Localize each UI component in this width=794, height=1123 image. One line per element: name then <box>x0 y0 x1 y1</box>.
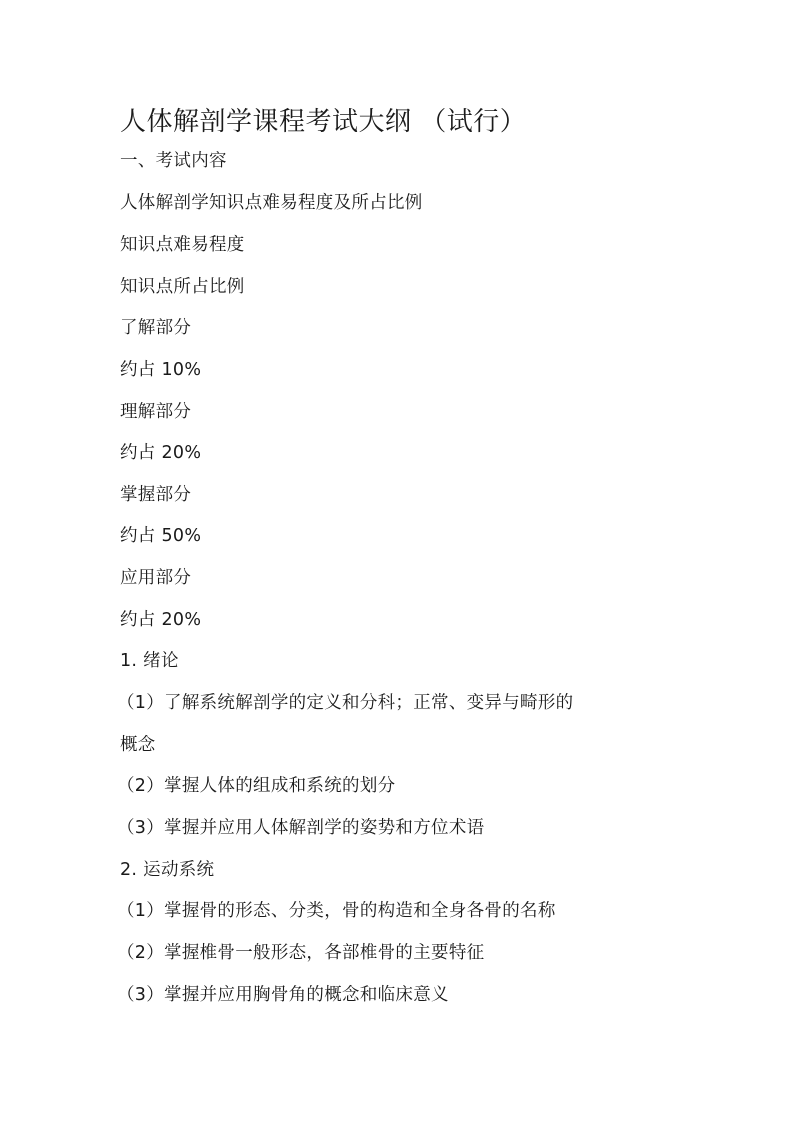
section-heading: 一、考试内容 <box>120 151 227 171</box>
table-caption: 人体解剖学知识点难易程度及所占比例 <box>120 193 423 213</box>
table-cell-ratio: 约占 50% <box>120 526 202 546</box>
table-cell-ratio: 约占 20% <box>120 610 202 630</box>
table-cell-ratio: 约占 20% <box>120 443 202 463</box>
column-header-level: 知识点难易程度 <box>120 235 245 255</box>
chapter-heading: 2. 运动系统 <box>120 860 215 880</box>
table-cell-level: 了解部分 <box>120 318 192 338</box>
table-cell-level: 掌握部分 <box>120 485 192 505</box>
chapter-item: （2）掌握人体的组成和系统的划分 <box>117 776 396 796</box>
table-cell-level: 应用部分 <box>120 568 192 588</box>
table-cell-level: 理解部分 <box>120 402 192 422</box>
chapter-item: （3）掌握并应用人体解剖学的姿势和方位术语 <box>117 818 485 838</box>
chapter-item: 概念 <box>120 735 156 755</box>
chapter-item: （3）掌握并应用胸骨角的概念和临床意义 <box>117 985 449 1005</box>
chapter-item: （2）掌握椎骨一般形态，各部椎骨的主要特征 <box>117 943 485 963</box>
table-cell-ratio: 约占 10% <box>120 360 202 380</box>
chapter-heading: 1. 绪论 <box>120 651 179 671</box>
chapter-item: （1）了解系统解剖学的定义和分科；正常、变异与畸形的 <box>117 693 574 713</box>
chapter-item: （1）掌握骨的形态、分类，骨的构造和全身各骨的名称 <box>117 901 556 921</box>
column-header-ratio: 知识点所占比例 <box>120 277 245 297</box>
document-title: 人体解剖学课程考试大纲 （试行） <box>120 107 527 137</box>
